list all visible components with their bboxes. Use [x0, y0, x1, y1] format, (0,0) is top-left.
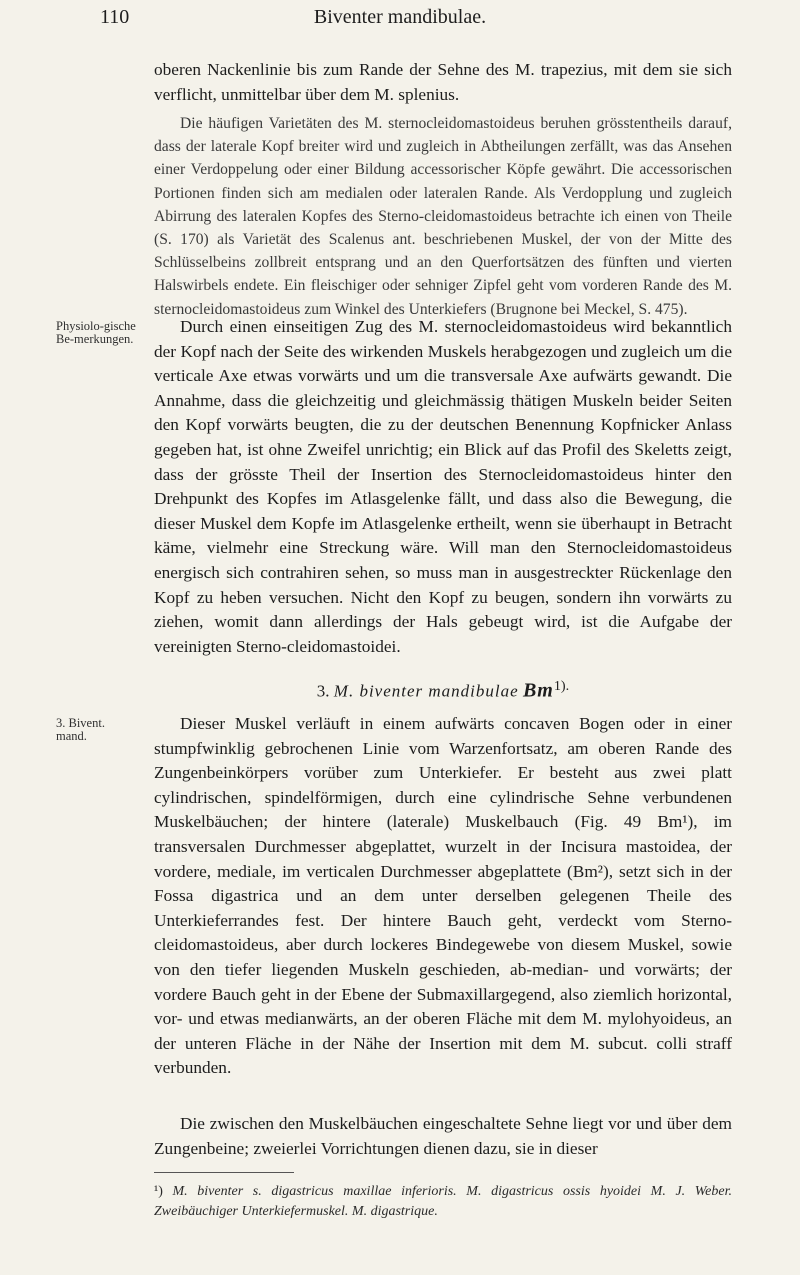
- section-title: M. biventer mandibulae: [333, 681, 519, 701]
- margin-note-physiology: Physiolo-gische Be-merkungen.: [56, 319, 136, 346]
- footnote-divider: [154, 1172, 294, 1173]
- footnote-text: M. biventer s. digastricus maxillae inferioris. M. digastricus ossis hyoidei M. J. Weber. Zweibäuchiger Unterkiefermuskel. M. digastrique.: [154, 1184, 732, 1219]
- margin-note-biventer: 3. Bivent. mand.: [56, 716, 105, 743]
- intro-paragraph: oberen Nackenlinie bis zum Rande der Sehne des M. trapezius, mit dem sie sich verflicht, unmittelbar über dem M. splenius.: [154, 60, 732, 104]
- section-abbreviation: Bm: [522, 679, 554, 702]
- varieties-paragraph: Die häufigen Varietäten des M. sternocleidomastoideus beruhen grösstentheils darauf, dass der laterale Kopf breiter wird und zugleich in Abtheilungen zerfällt, was das Ansehen einer Verdoppelung oder einer Bildung accessorischer Köpfe gewährt. Die accessorischen Portionen finden sich am medialen oder lateralen Rande. Als Verdopplung und zugleich Abirrung des lateralen Kopfes des Sterno-cleidomastoideus betrachte ich einen von Theile (S. 170) als Varietät des Scalenus ant. beschriebenen Muskel, der von der Mitte des Schlüsselbeins zollbreit entsprang und an den Querfortsätzen des fünften und vierten Halswirbels endete. Ein fleischiger oder sehniger Zipfel geht vom vorderen Rande des M. sternocleidomastoideus zum Winkel des Unterkiefers (Brugnone bei Meckel, S. 475).: [154, 115, 732, 318]
- page-header: [0, 6, 800, 40]
- footnote-marker: ¹): [154, 1184, 163, 1199]
- section-number: 3.: [316, 681, 330, 701]
- page-number: 110: [100, 6, 130, 28]
- physiology-paragraph: Durch einen einseitigen Zug des M. sternocleidomastoideus wird bekanntlich der Kopf nach der Seite des wirkenden Muskels herabgezogen und zugleich um die verticale Axe etwas vorwärts und um die transversale Axe aufwärts gewandt. Die Annahme, dass die gleichzeitig und gleichmässig thätigen Muskeln beider Seiten den Kopf vorwärts beugten, die zu der deutschen Benennung Kopfnicker Anlass gegeben hat, ist ohne Zweifel unrichtig; ein Blick auf das Profil des Skeletts zeigt, dass der grösste Theil der Insertion des Sternocleidomastoideus hinter den Drehpunkt des Kopfes im Atlasgelenke fällt, und dass also die Bewegung, die dieser Muskel dem Kopfe im Atlasgelenke ertheilt, wenn sie überhaupt in Betracht käme, vielmehr eine Streckung wäre. Will man den Sternocleidomastoideus energisch sich contrahiren sehen, so muss man in ausgestreckter Rückenlage den Kopf zu heben versuchen. Nicht den Kopf zu beugen, sondern ihn vorwärts zu ziehen, womit dann allerdings der Hals gebeugt wird, ist die Aufgabe der vereinigten Sterno-cleidomastoidei.: [154, 317, 732, 656]
- running-title: Biventer mandibulae.: [313, 6, 487, 28]
- tendon-paragraph: Die zwischen den Muskelbäuchen eingeschaltete Sehne liegt vor und über dem Zungenbeine; zweierlei Vorrichtungen dienen dazu, sie in dieser: [154, 1114, 732, 1158]
- footnote: [154, 1182, 732, 1222]
- section-heading: [154, 678, 732, 703]
- biventer-paragraph: Dieser Muskel verläuft in einem aufwärts concaven Bogen oder in einer stumpfwinklig gebrochenen Linie vom Warzenfortsatz, am oberen Rande des Zungenbeinkörpers vorüber zum Unterkiefer. Er besteht aus zwei platt cylindrischen, spindelförmigen, durch eine cylindrische Sehne verbundenen Muskelbäuchen; der hintere (laterale) Muskelbauch (Fig. 49 Bm¹), im transversalen Durchmesser abgeplattet, wurzelt in der Incisura mastoidea, der vordere, mediale, im verticalen Durchmesser abgeplattete (Bm²), setzt sich in der Fossa digastrica und an dem unter derselben gelegenen Theile des Unterkieferrandes fest. Der hintere Bauch geht, verdeckt vom Sterno-cleidomastoideus, aber durch lockeres Bindegewebe von diesem Muskel, sowie von den tiefer liegenden Muskeln geschieden, ab-median- und vorwärts; der vordere Bauch geht in der Ebene der Submaxillargegend, also ziemlich horizontal, vor- und etwas medianwärts, an der oberen Fläche mit dem M. mylohyoideus, an der unteren Fläche in der Nähe der Insertion mit dem M. subcut. colli straff verbunden.: [154, 714, 732, 1078]
- section-footnote-ref: 1).: [553, 678, 570, 694]
